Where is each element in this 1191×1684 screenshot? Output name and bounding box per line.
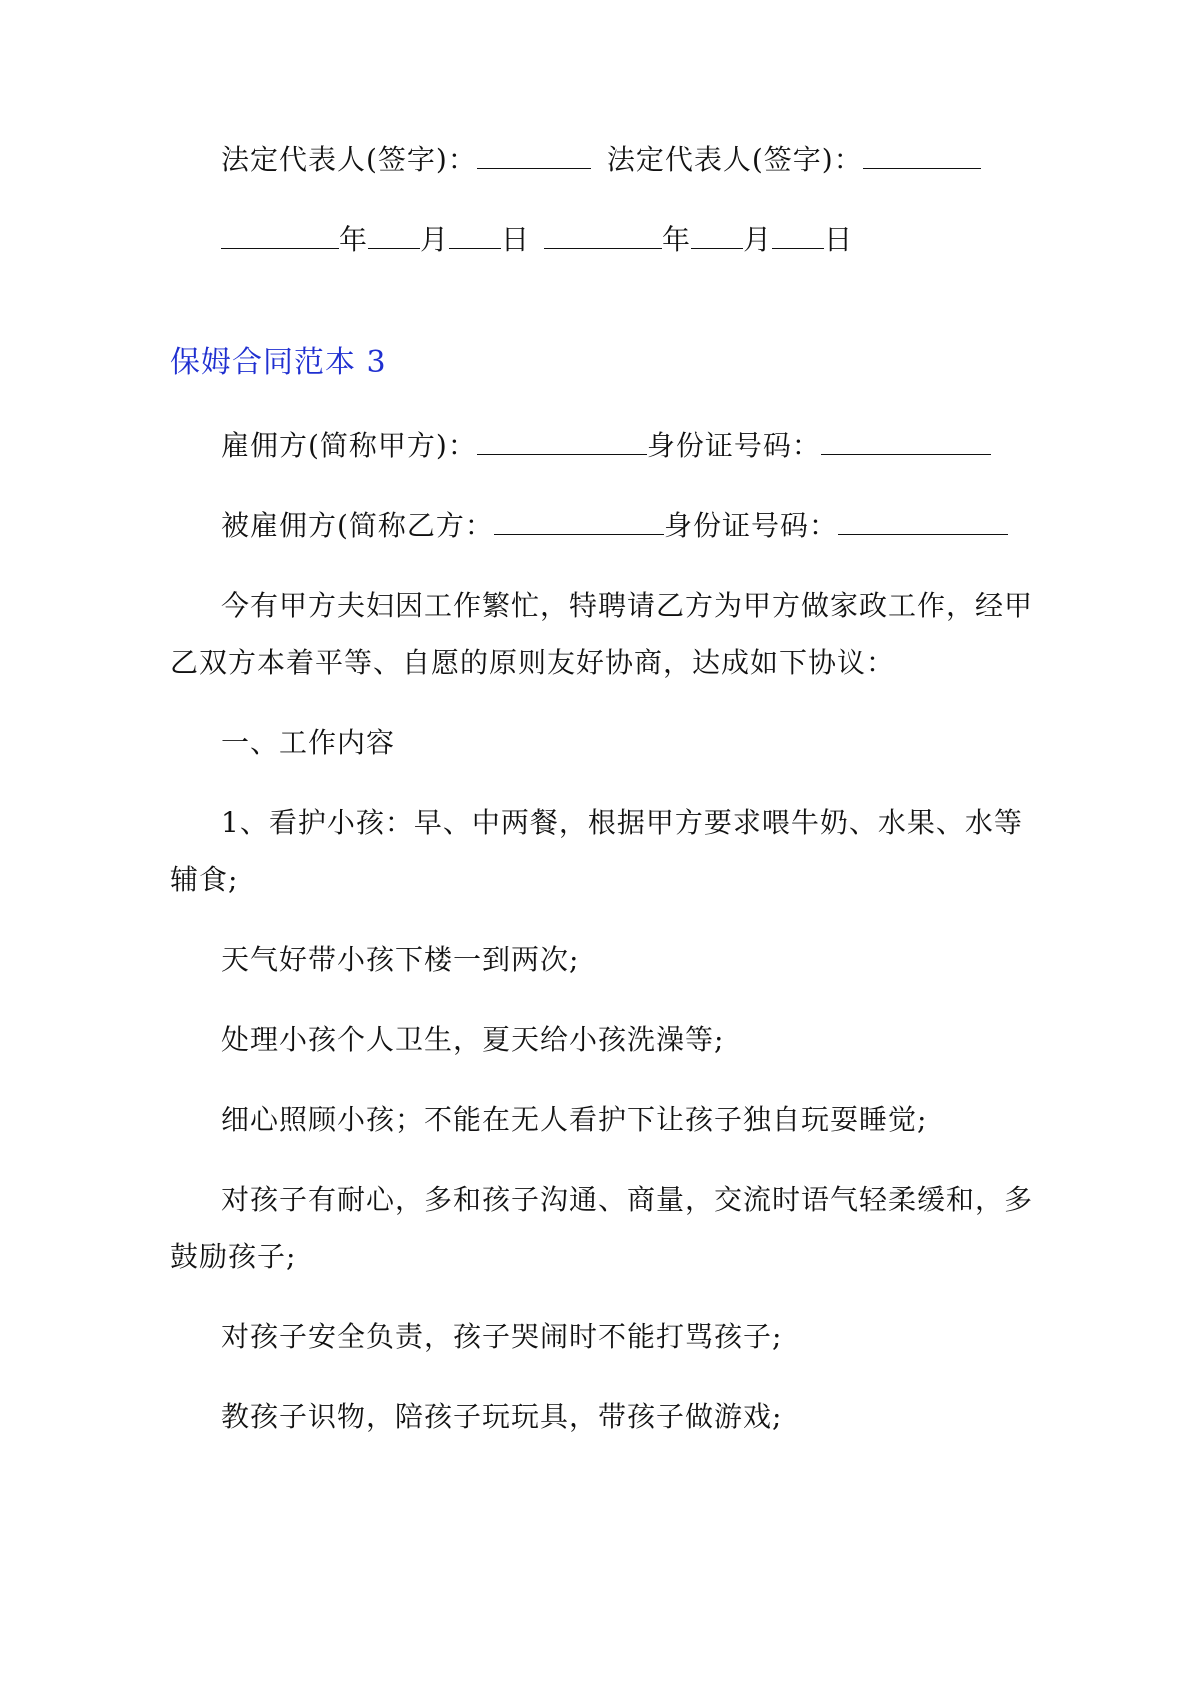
intro-line-1: 今有甲方夫妇因工作繁忙，特聘请乙方为甲方做家政工作，经甲 — [221, 589, 1034, 622]
date-year-a: 年 — [339, 223, 369, 256]
date-day-a: 日 — [501, 223, 531, 256]
para-hygiene: 处理小孩个人卫生，夏天给小孩洗澡等; — [221, 1023, 725, 1056]
date-month-a: 月 — [420, 223, 450, 256]
employer-id-blank — [821, 428, 991, 455]
employer-label: 雇佣方(简称甲方)： — [221, 429, 477, 462]
item1-line-2: 辅食; — [170, 863, 239, 896]
date-year-b: 年 — [662, 223, 692, 256]
signature-row — [221, 142, 981, 178]
employee-blank — [494, 508, 664, 535]
date-blank-year-a — [221, 222, 339, 249]
section-title: 保姆合同范本 3 — [170, 345, 387, 380]
para-care: 细心照顾小孩；不能在无人看护下让孩子独自玩耍睡觉; — [221, 1103, 928, 1136]
employer-blank — [477, 428, 647, 455]
employee-id-label: 身份证号码： — [663, 509, 838, 542]
para-patience-line-2: 鼓励孩子; — [170, 1240, 297, 1273]
date-day-b: 日 — [824, 223, 854, 256]
date-blank-month-a — [368, 222, 420, 249]
employee-label: 被雇佣方(简称乙方： — [221, 509, 494, 542]
intro-line-2: 乙双方本着平等、自愿的原则友好协商，达成如下协议： — [170, 646, 896, 679]
section-one-heading: 一、工作内容 — [221, 726, 396, 759]
date-blank-year-b — [544, 222, 662, 249]
para-teach: 教孩子识物，陪孩子玩玩具，带孩子做游戏; — [221, 1400, 783, 1433]
signature-blank-b — [863, 142, 981, 169]
date-month-b: 月 — [743, 223, 773, 256]
employee-id-blank — [838, 508, 1008, 535]
signature-blank-a — [477, 142, 591, 169]
date-row — [221, 222, 853, 258]
para-weather: 天气好带小孩下楼一到两次; — [221, 943, 580, 976]
date-blank-day-b — [772, 222, 824, 249]
item1-line-1: 1、看护小孩：早、中两餐，根据甲方要求喂牛奶、水果、水等 — [221, 806, 1023, 839]
para-safety: 对孩子安全负责，孩子哭闹时不能打骂孩子; — [221, 1320, 783, 1353]
employer-id-label: 身份证号码： — [646, 429, 821, 462]
date-blank-month-b — [691, 222, 743, 249]
date-blank-day-a — [449, 222, 501, 249]
employee-row — [221, 508, 1008, 544]
signature-label-b: 法定代表人(签字)： — [606, 143, 863, 176]
signature-label-a: 法定代表人(签字)： — [221, 143, 477, 176]
employer-row — [221, 428, 991, 464]
para-patience-line-1: 对孩子有耐心，多和孩子沟通、商量，交流时语气轻柔缓和，多 — [221, 1183, 1034, 1216]
